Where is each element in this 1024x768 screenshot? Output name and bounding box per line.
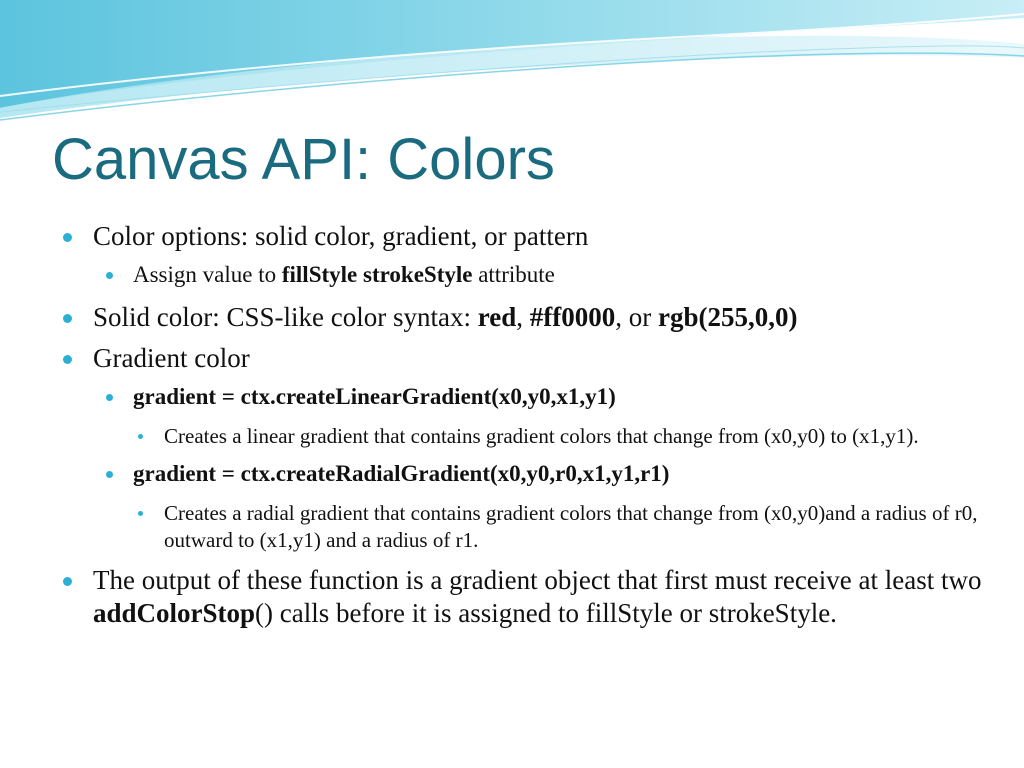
bullet-dot-icon (63, 314, 72, 323)
bullet-list (62, 220, 1002, 638)
bullet-solid-color (62, 301, 1002, 334)
sub-bullet-linear-gradient (103, 383, 1002, 411)
sub-sub-bullet-radial-desc (134, 500, 1002, 554)
bullet-dot-icon (106, 272, 113, 279)
rgb-keyword: rgb(255,0,0) (657, 302, 798, 332)
hex-keyword: #ff0000 (529, 302, 616, 332)
addcolorstop-keyword: addColorStop (93, 598, 256, 628)
sub-bullet-assign-value (103, 261, 1002, 289)
radial-gradient-code: gradient = ctx.createRadialGradient(x0,y0,r0,x1,y1,r1) (133, 461, 670, 486)
linear-gradient-code: gradient = ctx.createLinearGradient(x0,y0,x1,y1) (133, 384, 616, 409)
bullet-text: Color options: solid color, gradient, or pattern (93, 221, 589, 251)
bullet-dot-icon (63, 577, 72, 586)
separator-text: , or (615, 302, 658, 332)
bullet-gradient-color (62, 342, 1002, 375)
bullet-text-post: () calls before it is assigned to fillStyle or strokeStyle. (255, 598, 837, 628)
slide-title: Canvas API: Colors (52, 127, 555, 192)
bullet-color-options (62, 220, 1002, 253)
separator-text: , (516, 302, 530, 332)
bullet-dot-icon (63, 355, 72, 364)
bullet-text-pre: Solid color: CSS-like color syntax: (93, 302, 478, 332)
fillstyle-keyword: fillStyle (281, 262, 358, 287)
bullet-text: Creates a linear gradient that contains gradient colors that change from (x0,y0) to (x1,y1). (164, 424, 919, 448)
bullet-dot-icon (63, 233, 72, 242)
bullet-text-pre: Assign value to (133, 262, 282, 287)
bullet-dot-icon (138, 511, 143, 516)
sub-bullet-radial-gradient (103, 460, 1002, 488)
header-wave-decoration (0, 0, 1024, 130)
bullet-text-pre: The output of these function is a gradient object that first must receive at least two (93, 565, 982, 595)
bullet-gradient-output (62, 564, 1002, 630)
bullet-text: Creates a radial gradient that contains gradient colors that change from (x0,y0)and a radius of r0, outward to (x1,y1) and a radius of r1. (164, 501, 978, 552)
bullet-dot-icon (106, 394, 113, 401)
bullet-dot-icon (138, 434, 143, 439)
red-keyword: red (477, 302, 517, 332)
sub-sub-bullet-linear-desc (134, 423, 1002, 450)
bullet-text: Gradient color (93, 343, 250, 373)
strokestyle-keyword: strokeStyle (363, 262, 473, 287)
bullet-text-post: attribute (472, 262, 555, 287)
bullet-dot-icon (106, 471, 113, 478)
